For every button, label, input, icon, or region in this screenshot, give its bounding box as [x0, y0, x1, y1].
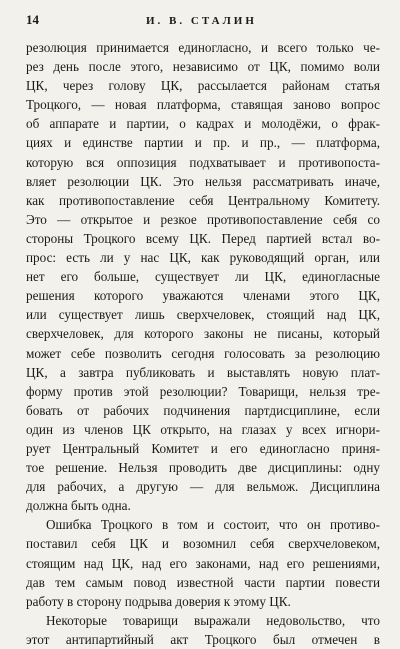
- text-line: рует Центральный Комитет и его единогласно приня-: [26, 440, 380, 456]
- text-line: резолюция принимается единогласно, и всего только че-: [26, 40, 380, 55]
- text-line: решения которого уважаются членами этого ЦК,: [26, 288, 380, 304]
- paragraph: [26, 515, 380, 610]
- body-text: [26, 38, 380, 649]
- text-line: работу в сторону подрыва доверия к этому ЦК.: [26, 593, 291, 609]
- text-line: стоящим над ЦК, над его законами, над его решениями,: [26, 555, 380, 571]
- text-line: сверхчеловек, для которого законы не писаны, который: [26, 326, 380, 342]
- text-line: этот антипартийный акт Троцкого был отмечен в: [26, 631, 380, 647]
- text-line: ЦК, через голову ЦК, рассылается районам статья: [26, 78, 380, 94]
- text-line: форму против этой резолюции? Товарищи, нельзя тре-: [26, 383, 380, 399]
- text-line: бовать от рабочих подчинения партдисциплине, если: [26, 402, 380, 418]
- text-line: для рабочих, а другую — для вельмож. Дисциплина: [26, 479, 380, 495]
- text-line: Некоторые товарищи выражали недовольство, что: [46, 612, 380, 628]
- page-number: 14: [26, 12, 39, 27]
- text-line: об аппарате и партии, о кадрах и молодёжи, о фрак-: [26, 116, 380, 132]
- text-line: или существует лишь сверхчеловек, стоящий над ЦК,: [26, 307, 380, 323]
- text-line: один из членов ЦК открыто, на глазах у всех игнори-: [26, 421, 380, 437]
- text-line: стороны Троцкого всему ЦК. Перед партией встал во-: [26, 230, 380, 246]
- text-line: поставил себя ЦК и возомнил себя сверхчеловеком,: [26, 536, 380, 552]
- text-line: тое решение. Нельзя проводить две дисциплины: одну: [26, 460, 380, 476]
- text-line: Это — открытое и резкое противопоставление себя со: [26, 211, 380, 227]
- running-head: И. В. СТАЛИН: [146, 15, 257, 27]
- text-line: ЦК, а завтра публиковать и выставлять новую плат-: [26, 364, 380, 380]
- text-line: вляет резолюции ЦК. Это нельзя рассматривать иначе,: [26, 173, 380, 189]
- page-header: [26, 12, 380, 32]
- text-line: может себе позволить сегодня голосовать за резолюцию: [26, 345, 380, 361]
- text-line: Ошибка Троцкого в том и состоит, что он противо-: [46, 517, 380, 533]
- text-line: прос: есть ли у нас ЦК, как руководящий орган, или: [26, 250, 380, 266]
- text-line: должна быть одна.: [26, 498, 131, 514]
- text-line: дав тем самым повод известной части партии повести: [26, 574, 380, 590]
- text-line: циях и единстве партии и пр. и пр., — платформа,: [26, 135, 380, 151]
- paragraph: [26, 38, 380, 515]
- text-line: рез день после этого, независимо от ЦК, помимо воли: [26, 59, 380, 75]
- text-line: как противопоставление себя Центральному Комитету.: [26, 192, 380, 208]
- text-line: Троцкого, — новая платформа, ставящая заново вопрос: [26, 97, 380, 113]
- text-line: которую вся оппозиция подхватывает и противопоста-: [26, 154, 380, 170]
- paragraph: [26, 611, 380, 649]
- text-line: нет его больше, существует ли ЦК, единогласные: [26, 269, 380, 285]
